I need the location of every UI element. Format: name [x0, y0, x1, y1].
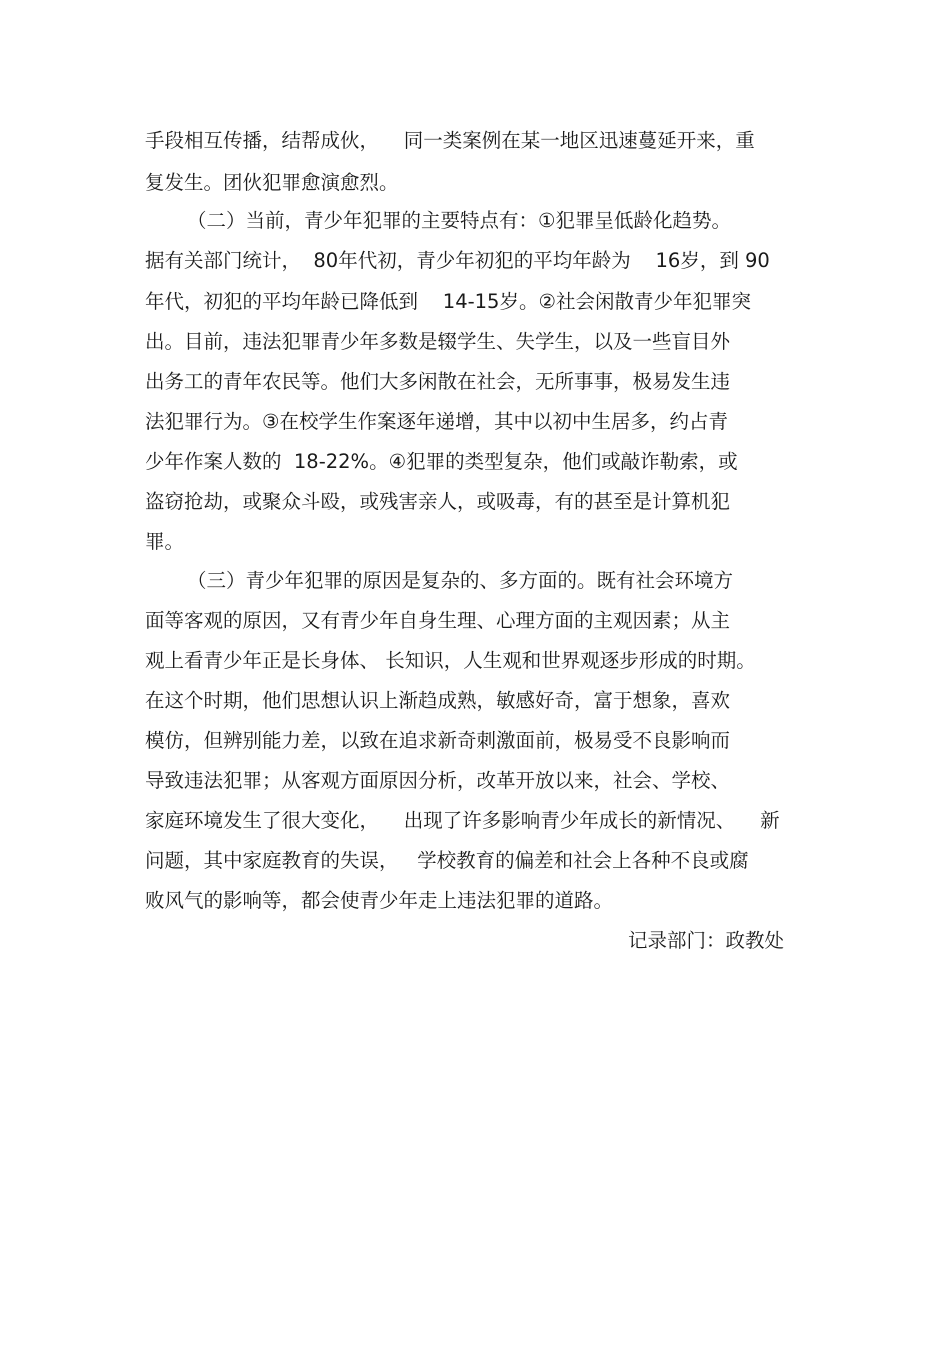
paragraph-3-line-2: 面等客观的原因，又有青少年自身生理、心理方面的主观因素；从主	[145, 609, 731, 632]
paragraph-3-line-8: 问题，其中家庭教育的失误， 学校教育的偏差和社会上各种不良或腐	[145, 849, 749, 872]
paragraph-3-line-7: 家庭环境发生了很大变化， 出现了许多影响青少年成长的新情况、 新	[145, 809, 780, 832]
paragraph-2-line-1: （二）当前，青少年犯罪的主要特点有：①犯罪呈低龄化趋势。	[187, 209, 731, 232]
paragraph-1-line-2: 复发生。团伙犯罪愈演愈烈。	[145, 171, 399, 194]
paragraph-2-line-5: 出务工的青年农民等。他们大多闲散在社会，无所事事，极易发生违	[145, 370, 731, 393]
paragraph-3-line-3: 观上看青少年正是长身体、 长知识，人生观和世界观逐步形成的时期。	[145, 649, 756, 672]
paragraph-3-line-5: 模仿，但辨别能力差，以致在追求新奇刺激面前，极易受不良影响而	[145, 729, 731, 752]
paragraph-2-line-7: 少年作案人数的 18-22%。④犯罪的类型复杂，他们或敲诈勒索，或	[145, 450, 738, 473]
paragraph-3-line-6: 导致违法犯罪；从客观方面原因分析，改革开放以来，社会、学校、	[145, 769, 731, 792]
paragraph-2-line-2: 据有关部门统计， 80年代初，青少年初犯的平均年龄为 16岁，到 90	[145, 249, 770, 272]
paragraph-3-line-1: （三）青少年犯罪的原因是复杂的、多方面的。既有社会环境方	[187, 569, 734, 592]
paragraph-2-line-6: 法犯罪行为。③在校学生作案逐年递增，其中以初中生居多，约占青	[145, 410, 728, 433]
paragraph-2-line-9: 罪。	[145, 530, 185, 553]
paragraph-1-line-1: 手段相互传播，结帮成伙， 同一类案例在某一地区迅速蔓延开来，重	[145, 129, 755, 152]
paragraph-3-line-4: 在这个时期，他们思想认识上渐趋成熟，敏感好奇，富于想象，喜欢	[145, 689, 731, 712]
paragraph-2-line-3: 年代，初犯的平均年龄已降低到 14-15岁。②社会闲散青少年犯罪突	[145, 290, 751, 313]
paragraph-2-line-4: 出。目前，违法犯罪青少年多数是辍学生、失学生，以及一些盲目外	[145, 330, 731, 353]
record-department-footer: 记录部门：政教处	[628, 929, 785, 952]
paragraph-2-line-8: 盗窃抢劫，或聚众斗殴，或残害亲人，或吸毒，有的甚至是计算机犯	[145, 490, 731, 513]
paragraph-3-line-9: 败风气的影响等，都会使青少年走上违法犯罪的道路。	[145, 889, 614, 912]
